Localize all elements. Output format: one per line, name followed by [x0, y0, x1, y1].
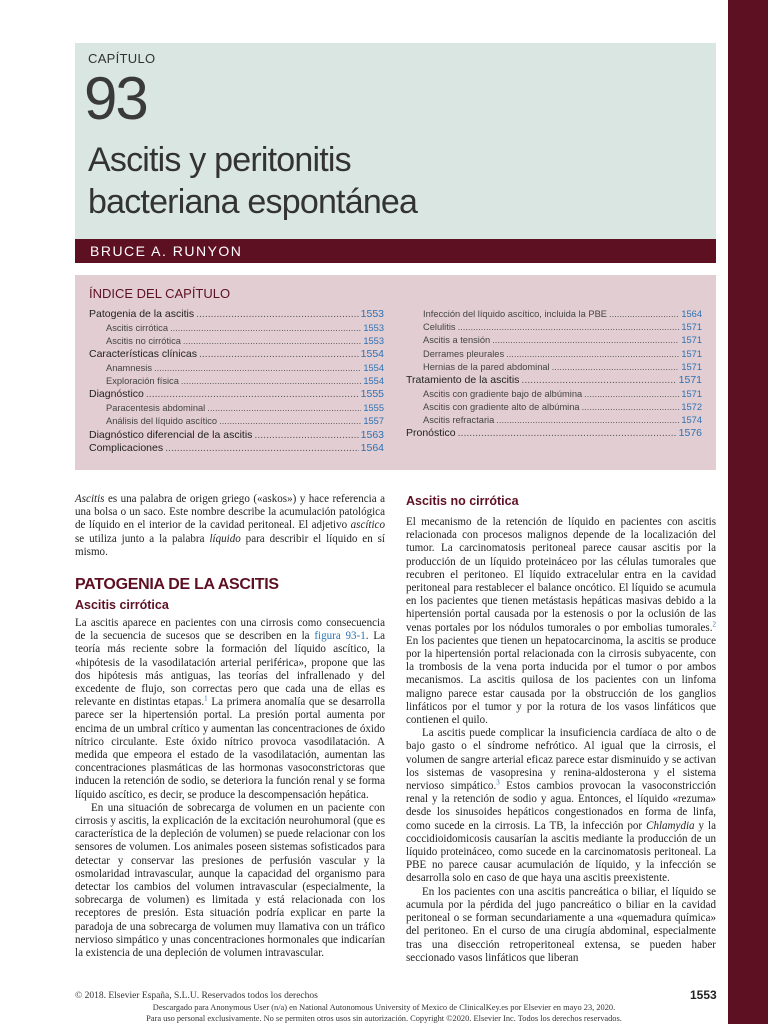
toc-leader-dots [254, 429, 358, 443]
paragraph-text: Estos cambios provocan la vasoconstricción renal y la retención de sodio y agua. Entonces, el líquido «rezuma» desde los sinusoides hepáticos congestionados en forma de linfa, como sucede en la cirrosis. La TB, la infección por [406, 780, 716, 832]
left-body-column [75, 617, 385, 960]
toc-entry[interactable] [89, 308, 384, 322]
toc-leader-dots [506, 348, 679, 361]
side-color-strip [728, 0, 768, 1024]
toc-leader-dots [170, 322, 361, 335]
toc-leader-dots [165, 442, 359, 456]
chapter-title-line1: Ascitis y peritonitis [88, 141, 351, 179]
toc-entry-page[interactable]: 1553 [363, 335, 384, 346]
toc-entry-page[interactable]: 1571 [681, 322, 702, 333]
figure-link[interactable]: figura 93-1 [314, 630, 366, 643]
copyright-notice: © 2018. Elsevier España, S.L.U. Reservados todos los derechos [75, 991, 318, 1001]
paragraph-text: En los pacientes que tienen un hepatocarcinoma, la ascitis se produce por la hipertensión portal relacionada con la cirrosis subyacente, con la trombosis de la vena porta inducida por el tumor o por ambos mecanismos. La ascitis quilosa de los pacientes con un linfoma maligno parece estar causada por la obstrucción de los ganglios linfáticos por el tumor y por la rotura de los vasos linfáticos que contienen el quilo. [406, 634, 716, 727]
toc-entry-label: Derrames pleurales [423, 348, 505, 359]
chapter-title [88, 139, 648, 223]
toc-entry[interactable] [406, 348, 702, 361]
toc-entry-label: Patogenia de la ascitis [89, 308, 195, 320]
toc-entry-page[interactable]: 1555 [360, 388, 384, 401]
toc-entry[interactable] [406, 308, 702, 321]
toc-leader-dots [584, 388, 679, 401]
chapter-title-line2: bacteriana espontánea [88, 183, 418, 221]
intro-text-3: para describir el líquido en sí mismo. [75, 532, 386, 558]
chapter-index-right-column [406, 308, 702, 441]
toc-leader-dots [183, 335, 361, 348]
paragraph-text: La primera anomalía que se desarrolla parece ser la hipertensión portal. La presión portal aumenta por encima de un umbral crítico y aumentan las concentraciones de óxido nítrico circulante. Este óxido nítrico provoca vasodilatación. A medida que empeora el estado de la vasodilatación, aumentan las concentraciones plasmáticas de las hormonas vasoconstrictoras que inducen la retención de sodio, se deteriora la función renal y se forma líquido ascítico, es decir, se produce la descompensación hepática. [75, 696, 385, 801]
subsection-title-noncirrhotic: Ascitis no cirrótica [406, 494, 519, 508]
toc-entry-label: Tratamiento de la ascitis [406, 373, 520, 386]
toc-entry[interactable] [89, 402, 384, 415]
toc-leader-dots [496, 414, 679, 427]
toc-entry[interactable] [406, 374, 702, 388]
toc-entry-page[interactable]: 1571 [678, 373, 702, 386]
toc-entry-page[interactable]: 1553 [363, 322, 384, 333]
author-name: BRUCE A. RUNYON [90, 243, 243, 259]
reference-link[interactable]: 1 [204, 694, 208, 703]
intro-term-ascitis: Ascitis [75, 493, 105, 505]
toc-entry-page[interactable]: 1554 [360, 348, 384, 361]
toc-entry[interactable] [89, 322, 384, 335]
toc-entry-label: Diagnóstico diferencial de la ascitis [89, 428, 253, 441]
toc-entry[interactable] [406, 334, 702, 347]
toc-entry-label: Características clínicas [89, 348, 197, 361]
toc-entry-page[interactable]: 1571 [681, 388, 702, 399]
paragraph-text: La ascitis aparece en pacientes con una cirrosis como consecuencia de la secuencia de sucesos que se describen en la [75, 617, 385, 643]
paragraph-text: . La teoría más reciente sobre la formación del líquido ascítico, la «hipótesis de la vasodilatación arterial periférica», propone que las dos hipótesis más antiguas, las teorías del infrallenado y del excedente de flujo, son correctas pero que cada una de ellas es relevante en distintas etapas. [75, 630, 385, 709]
toc-entry[interactable] [406, 361, 702, 374]
toc-entry[interactable] [89, 388, 384, 402]
toc-leader-dots [582, 401, 680, 414]
toc-entry[interactable] [406, 401, 702, 414]
paragraph: En los pacientes con una ascitis pancreática o biliar, el líquido se acumula por la pérdida del jugo pancreático o biliar en la cavidad peritoneal o se forman secundariamente a una «quemadura química» del peritoneo. En el curso de una cirugía abdominal, especialmente tras una disección retroperitoneal extensa, se pueden haber seccionado vasos linfáticos que liberan [406, 885, 716, 964]
toc-entry-page[interactable]: 1553 [360, 308, 384, 320]
download-notice [0, 1003, 768, 1024]
chapter-index-left-column [89, 308, 384, 456]
chapter-label: CAPÍTULO [88, 51, 156, 66]
toc-entry-page[interactable]: 1557 [363, 416, 384, 427]
chapter-number: 93 [84, 65, 147, 132]
toc-entry[interactable] [89, 415, 384, 428]
toc-entry-page[interactable]: 1563 [360, 428, 384, 441]
toc-entry[interactable] [406, 388, 702, 401]
page-number: 1553 [690, 988, 717, 1002]
toc-leader-dots [552, 361, 680, 374]
toc-entry[interactable] [406, 427, 702, 441]
right-body-column [406, 516, 716, 965]
toc-entry-page[interactable]: 1576 [678, 427, 702, 440]
toc-leader-dots [521, 374, 676, 388]
toc-leader-dots [199, 348, 359, 362]
toc-entry-label: Ascitis refractaria [423, 415, 495, 426]
toc-entry-page[interactable]: 1571 [681, 335, 702, 346]
paragraph-text: La ascitis puede complicar la insuficiencia cardíaca de alto o de bajo gasto o el síndrome nefrótico. Al igual que la cirrosis, el volumen de sangre arterial eficaz parece estar disminuido y se activan los sistemas de vasopresina y renina-aldosterona y el sistema nervioso simpático. [406, 727, 716, 793]
toc-entry[interactable] [406, 321, 702, 334]
toc-entry-label: Diagnóstico [89, 388, 144, 401]
toc-entry-page[interactable]: 1554 [363, 376, 384, 387]
toc-entry-label: Ascitis no cirrótica [106, 335, 181, 346]
toc-entry-page[interactable]: 1564 [360, 442, 384, 455]
toc-leader-dots [207, 402, 361, 415]
toc-entry-page[interactable]: 1564 [681, 309, 702, 319]
toc-entry-label: Infección del líquido ascítico, incluida la PBE [423, 309, 607, 319]
toc-entry-label: Ascitis con gradiente alto de albúmina [423, 401, 580, 412]
intro-term-ascitico: ascítico [350, 519, 385, 532]
intro-paragraph [75, 493, 385, 559]
toc-entry-page[interactable]: 1555 [363, 403, 384, 414]
toc-leader-dots [219, 415, 361, 428]
toc-entry-page[interactable]: 1574 [681, 415, 702, 426]
intro-term-liquido: líquido [209, 532, 241, 545]
paragraph-italic: Chlamydia [646, 819, 695, 832]
toc-entry-label: Pronóstico [406, 427, 456, 440]
paragraph: En una situación de sobrecarga de volumen en un paciente con cirrosis y ascitis, la explicación de la excitación neurohumoral (que es característica de la depleción de volumen) se puede relacionar con los sensores de volumen. Los animales poseen sistemas sofisticados para detectar y conservar las presiones de perfusión vascular y la osmolaridad intravascular, aunque la capacidad del organismo para detectar los cambios del volumen intravascular (especialmente, la sobrecarga de volumen) es limitada y está relacionada con los receptores de presión. Esta situación podría explicar en parte la paradoja de una sobrecarga de volumen muy llamativa con un tráfico nervioso simpático y unas concentraciones hormonales que indicarían la existencia de una depleción de volumen intravascular. [75, 801, 385, 960]
toc-entry-page[interactable]: 1554 [363, 362, 384, 373]
toc-entry-label: Anamnesis [106, 362, 152, 373]
toc-entry-label: Hernias de la pared abdominal [423, 361, 550, 372]
toc-leader-dots [196, 308, 359, 322]
toc-leader-dots [146, 388, 359, 402]
toc-entry[interactable] [89, 335, 384, 348]
paragraph-text: El mecanismo de la retención de líquido en pacientes con ascitis relacionada con procesos malignos depende de la localización del tumor. La carcinomatosis peritoneal parece causar ascitis por la producción de un líquido proteináceo por las células tumorales que recubren el peritoneo. El líquido extracelular entra en la cavidad peritoneal para restablecer el balance oncótico. El líquido se acumula en los pacientes que tienen metástasis hepáticas masivas debido a la hipertensión portal causada por la estenosis o por la oclusión de las venas portales por los nódulos tumorales o por embolias tumorales. [406, 516, 716, 634]
toc-leader-dots [154, 362, 361, 375]
toc-leader-dots [458, 427, 677, 441]
toc-entry[interactable] [89, 429, 384, 443]
paragraph [406, 727, 716, 885]
toc-leader-dots [492, 334, 679, 347]
toc-entry-label: Análisis del líquido ascítico [106, 416, 218, 427]
toc-entry-label: Ascitis a tensión [423, 335, 491, 346]
toc-entry-label: Ascitis con gradiente bajo de albúmina [423, 388, 583, 399]
toc-leader-dots [458, 321, 680, 334]
toc-entry[interactable] [89, 348, 384, 362]
chapter-index-heading: ÍNDICE DEL CAPÍTULO [89, 286, 231, 301]
section-title-pathogenesis: PATOGENIA DE LA ASCITIS [75, 576, 279, 593]
download-notice-line1: Descargado para Anonymous User (n/a) en National Autonomous University of Mexico de ClinicalKey.es por Elsevier en mayo 23, 2020. [152, 1003, 616, 1012]
download-notice-line2: Para uso personal exclusivamente. No se permiten otros usos sin autorización. Copyright ©2020. Elsevier Inc. Todos los derechos reservados. [146, 1013, 622, 1023]
paragraph [406, 516, 716, 727]
toc-entry-page[interactable]: 1571 [681, 348, 702, 359]
reference-link[interactable]: 3 [496, 778, 500, 787]
toc-entry[interactable] [89, 442, 384, 456]
toc-entry[interactable] [89, 375, 384, 388]
intro-text-1: es una palabra de origen griego («askos») y hace referencia a una bolsa o un saco. Este nombre describe la acumulación patológica de líquido en el interior de la cavidad peritoneal. El adjetivo [75, 493, 385, 532]
reference-link[interactable]: 2 [712, 619, 716, 628]
toc-leader-dots [609, 308, 679, 321]
toc-entry[interactable] [89, 362, 384, 375]
toc-entry-label: Paracentesis abdominal [106, 403, 206, 414]
toc-entry-label: Complicaciones [89, 442, 164, 455]
subsection-title-cirrhotic: Ascitis cirrótica [75, 598, 169, 612]
paragraph [75, 617, 385, 802]
toc-entry-label: Exploración física [106, 376, 179, 387]
intro-text-2: se utiliza junto a la palabra [75, 532, 210, 545]
toc-leader-dots [181, 375, 361, 388]
toc-entry-page[interactable]: 1572 [681, 401, 702, 412]
toc-entry-label: Ascitis cirrótica [106, 322, 168, 333]
toc-entry-label: Celulitis [423, 322, 456, 333]
toc-entry-page[interactable]: 1571 [681, 361, 702, 372]
toc-entry[interactable] [406, 414, 702, 427]
paragraph-text: y la coccidioidomicosis causarían la ascitis mediante la producción de un líquido proteináceo, como sucede en la carcinomatosis peritoneal. La PBE no parece causar acumulación de líquido, y la infección se desarrolla solo en caso de que haya una ascitis preexistente. [406, 819, 716, 885]
